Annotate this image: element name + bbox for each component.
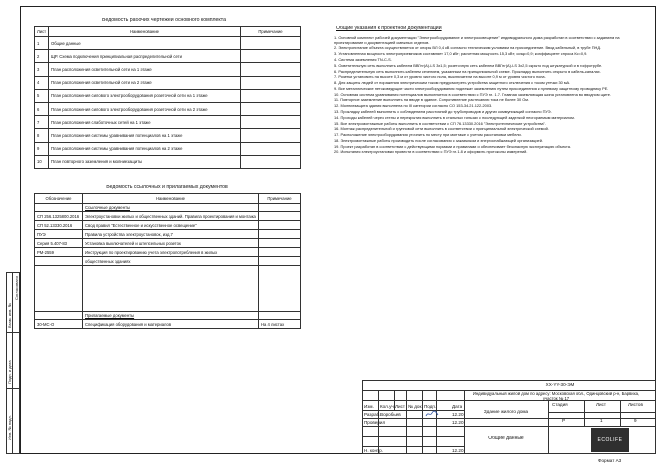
table-row	[35, 320, 301, 329]
doc-code: XX-YY-30-ЭМ	[545, 382, 575, 387]
table-cell: 10	[35, 155, 49, 168]
table-cell: Свод правил "Естественное и искусственное освещение"	[83, 221, 259, 230]
header-cell: Примечание	[259, 194, 301, 204]
table-cell: Правила устройства электроустановок, изд.7	[83, 230, 259, 239]
note-item: 13. Прокладку кабелей выполнить с соблюдением расстояний до трубопроводов и других коммуникаций согласно ПУЭ.	[334, 108, 552, 114]
table-cell	[259, 230, 301, 239]
table-cell: План повторного заземления и молниезащиты	[49, 155, 241, 168]
note-item: 3. Установленная мощность электроприемников составляет 17,0 кВт; расчетная мощность 15,3 кВт; cosφ=0,9; коэффициент спроса Кс=0,9.	[334, 51, 588, 57]
table-cell: 3	[35, 63, 49, 76]
note-item: 10. Основная система уравнивания потенциалов выполняется в соответствии с ПУЭ гл. 1.7. Главная заземляющая шина установлена во вводном щите.	[334, 91, 611, 97]
project-name: Индивидуальный жилой дом по адресу: Московская обл., Одинцовский р-н, Барвиха, участок № 17	[472, 392, 640, 401]
table-cell: Серия 5.407-83	[35, 239, 83, 248]
table-cell	[241, 37, 301, 50]
table-cell	[241, 129, 301, 142]
table-cell	[259, 239, 301, 248]
table-cell	[241, 142, 301, 155]
header-cell: Примечание	[241, 27, 301, 37]
note-item: 2. Электропитание объекта осуществляется от опоры ВЛ 0,4 кВ согласно техническим условиям на присоединение. Ввод кабельный, в трубе ПНД.	[334, 45, 602, 51]
table-cell: 1	[35, 37, 49, 50]
col-head: Кол.уч	[380, 404, 394, 409]
table-row	[35, 76, 301, 89]
note-item: 12. Молниезащита здания выполнена по III категории согласно СО 153-34.21.122-2003.	[334, 103, 493, 109]
table-cell: общественных зданиях	[83, 257, 259, 266]
note-item: 11. Повторное заземление выполнить на вводе в здание. Сопротивление растеканию тока не более 30 Ом.	[334, 97, 529, 103]
col-head: Лист	[395, 404, 405, 409]
table-cell	[259, 212, 301, 221]
role-date: 12.20	[452, 420, 464, 425]
table-cell: ЩР. Схема подключения принципиальная распределительной сети	[49, 50, 241, 63]
note-item: 4. Система заземления TN-C-S.	[334, 56, 392, 62]
section-cell	[35, 204, 83, 212]
col-head: Изм.	[364, 404, 374, 409]
col-head: Подп.	[424, 404, 437, 409]
table-row	[35, 37, 301, 50]
stage-value: Р	[562, 418, 566, 423]
side-label: Взам. инв. №	[7, 303, 12, 328]
table-cell: План расположения осветительной сети на 2 этаже	[49, 76, 241, 89]
table-cell: План расположения силового электрооборудования розеточной сети на 1 этаже	[49, 89, 241, 102]
empty-cell	[259, 266, 301, 312]
table-cell: СП 256.1325800.2016	[35, 212, 83, 221]
table-cell: 7	[35, 116, 49, 129]
table-cell	[241, 116, 301, 129]
table-cell: 8	[35, 129, 49, 142]
table-cell: Электроустановки жилых и общественных зданий. Правила проектирования и монтажа	[83, 212, 259, 221]
table-row	[35, 221, 301, 230]
table-row	[35, 230, 301, 239]
table-cell: СП 52.13330.2016	[35, 221, 83, 230]
table-row	[35, 63, 301, 76]
table-cell	[241, 155, 301, 168]
sheet-title: Общие данные	[488, 436, 524, 441]
table-cell: 6	[35, 102, 49, 115]
col-head: Дата	[452, 404, 463, 409]
note-item: 20. Испытания электроустановки провести в соответствии с ПУЭ гл.1.8 и оформить протоколы измерений.	[334, 149, 528, 155]
note-item: 15. Все электромонтажные работы выполнить в соответствии с СП 76.13330.2016 "Электротехнические устройства".	[334, 120, 547, 126]
object-name: Здание жилого дома	[483, 409, 529, 414]
sheet-head: Лист	[596, 402, 606, 407]
header-cell: Наименование	[49, 27, 241, 37]
signature-icon	[425, 410, 439, 418]
sheet-list-table	[34, 26, 301, 169]
note-item: 17. Расположение электрооборудования уточнить по месту при монтаже с учетом расстановки мебели.	[334, 132, 522, 138]
header-cell: Наименование	[83, 194, 259, 204]
table-row	[35, 129, 301, 142]
role-date: 12.20	[452, 448, 464, 453]
sheet-list-title: Ведомость рабочих чертежей основного комплекта	[102, 18, 226, 23]
section-cell	[35, 312, 83, 320]
empty-cell	[83, 266, 259, 312]
table-cell: На 4 листах	[259, 320, 301, 329]
table-cell	[259, 257, 301, 266]
table-row	[35, 116, 301, 129]
section-cell	[259, 204, 301, 212]
table-cell	[241, 89, 301, 102]
table-cell: Установка выключателей и штепсельных розеток	[83, 239, 259, 248]
note-item: 19. Проект разработан в соответствии с действующими нормами и правилами и обеспечивает безопасную эксплуатацию объекта.	[334, 143, 571, 149]
side-label: Согласовано	[14, 275, 19, 300]
ref-list-table	[34, 193, 301, 329]
table-row	[35, 257, 301, 266]
notes-title: Общие указания к проектной документации	[336, 26, 442, 31]
table-cell	[241, 50, 301, 63]
sheet-value: 1	[600, 418, 603, 423]
note-item: 14. Проходы кабелей через стены и перекрытия выполнить в стальных гильзах с последующей заделкой несгораемым материалом.	[334, 114, 575, 120]
stage-head: Стадия	[552, 402, 568, 407]
table-row	[35, 212, 301, 221]
general-notes	[334, 36, 648, 348]
role-name: Воробьев	[380, 412, 401, 417]
company-logo: ECOLIFE	[591, 428, 629, 452]
table-cell	[259, 221, 301, 230]
role-label: Разраб.	[364, 412, 381, 417]
section-label: Ссылочные документы	[83, 204, 259, 212]
table-cell: План расположения силового электрооборудования розеточной сети на 2 этаже	[49, 102, 241, 115]
table-cell: ПУЭ	[35, 230, 83, 239]
table-cell: Общие данные	[49, 37, 241, 50]
table-row	[35, 102, 301, 115]
table-row	[35, 142, 301, 155]
side-label: Подп. и дата	[7, 360, 12, 384]
sheets-value: 9	[634, 418, 637, 423]
section-cell	[259, 312, 301, 320]
empty-cell	[35, 266, 83, 312]
header-cell: Лист	[35, 27, 49, 37]
table-cell: 9	[35, 142, 49, 155]
note-item: 5. Осветительную сеть выполнить кабелем ВВГнг(А)-LS 3х1,5; розеточную сеть кабелем ВВГнг(А)-LS 3х2,5 скрыто под штукатуркой и в гофротрубе.	[334, 62, 603, 68]
table-cell	[241, 63, 301, 76]
table-cell	[241, 76, 301, 89]
sheets-head: Листов	[628, 402, 643, 407]
table-cell	[35, 257, 83, 266]
table-cell: План расположения системы уравнивания потенциалов на 1 этаже	[49, 129, 241, 142]
table-row	[35, 248, 301, 257]
table-row	[35, 155, 301, 168]
note-item: 6. Распределительную сеть выполнить кабелем сечением, указанным на принципиальной схеме. Прокладку выполнить открыто в кабель-каналах.	[334, 68, 601, 74]
format-label: Формат А3	[598, 458, 622, 463]
note-item: 9. Все металлические нетоковедущие части электрооборудования подлежат заземлению путем присоединения к нулевому защитному проводнику РЕ.	[334, 85, 609, 91]
ref-list-title: Ведомость ссылочных и прилагаемых документов	[106, 185, 228, 190]
table-cell: Инструкция по проектированию учета электропотребления в жилых	[83, 248, 259, 257]
table-cell: 30-МС-О	[35, 320, 83, 329]
header-cell: Обозначение	[35, 194, 83, 204]
table-cell: План расположения слаботочных сетей на 1 этаже	[49, 116, 241, 129]
table-row	[35, 239, 301, 248]
note-item: 7. Розетки установить на высоте 0,3 м от уровня чистого пола, выключатели на высоте 0,9 м от уровня чистого пола.	[334, 74, 546, 80]
table-cell: Спецификация оборудования и материалов	[83, 320, 259, 329]
role-date: 12.20	[452, 412, 464, 417]
side-label: Инв. № подл.	[7, 415, 12, 440]
note-item: 18. Электромонтажные работы производить после согласования с заказчиком и энергоснабжающей организацией.	[334, 137, 543, 143]
table-cell: План расположения осветительной сети на 1 этаже	[49, 63, 241, 76]
table-cell: 2	[35, 50, 49, 63]
note-item: 16. Монтаж распределительной и групповой сети выполнить в соответствии с принципиальной электрической схемой.	[334, 126, 549, 132]
table-cell: РМ-2559	[35, 248, 83, 257]
table-row	[35, 50, 301, 63]
table-cell	[241, 102, 301, 115]
note-item: 8. Для защиты людей от поражения электрическим током предусмотреть устройства защитного отключения с током утечки 30 мА.	[334, 80, 571, 86]
section-label: Прилагаемые документы	[83, 312, 259, 320]
col-head: № док.	[408, 404, 423, 409]
table-cell: 4	[35, 76, 49, 89]
note-item: 1. Основной комплект рабочей документации "Электрооборудование и электроосвещение" индивидуального дома разработан в соответствии с заданием на проектирование и документацией смежных отделов.	[334, 36, 620, 45]
table-cell: План расположения системы уравнивания потенциалов на 2 этаже	[49, 142, 241, 155]
role-label: Н. контр.	[364, 448, 383, 453]
table-cell: 5	[35, 89, 49, 102]
table-row	[35, 89, 301, 102]
table-cell	[259, 248, 301, 257]
role-label: Проверил	[364, 420, 386, 425]
